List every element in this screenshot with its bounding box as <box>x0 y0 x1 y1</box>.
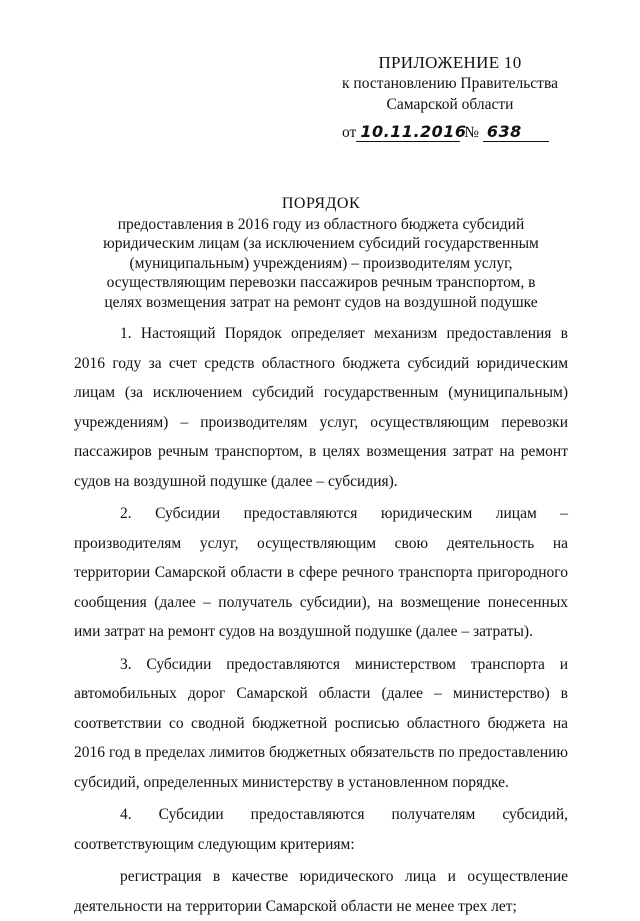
decree-reference <box>342 122 572 142</box>
document-body <box>74 319 568 921</box>
from-label: от <box>342 124 357 141</box>
title-main: ПОРЯДОК <box>281 195 361 212</box>
handwritten-date: 10.11.2016 <box>356 122 460 142</box>
title-subtitle: предоставления в 2016 году из областного бюджета субсидий юридическим лицам (за исключением субсидий государственным (муниципальным) учреждениям) – производителям услуг, осуществляющим перевозки пассажиров речным транспортом, в целях возмещения затрат на ремонт судов на воздушной подушке <box>103 215 539 311</box>
paragraph-3: 3. Субсидии предоставляются министерством транспорта и автомобильных дорог Самарской области (далее – министерство) в соответствии со сводной бюджетной росписью областного бюджета на 2016 год в пределах лимитов бюджетных обязательств по предоставлению субсидий, определенных министерству в установленном порядке. <box>74 655 568 791</box>
document-title <box>100 194 542 312</box>
appendix-title: ПРИЛОЖЕНИЕ 10 <box>378 53 522 72</box>
appendix-line-1: к постановлению Правительства <box>342 75 558 92</box>
paragraph-1: 1. Настоящий Порядок определяет механизм предоставления в 2016 году за счет средств областного бюджета субсидий юридическим лицам (за исключением субсидий государственным (муниципальным) учреждениям) – производителям услуг, осуществляющим перевозки пассажиров речным транспортом, в целях возмещения затрат на ремонт судов на воздушной подушке (далее – субсидия). <box>74 325 568 490</box>
appendix-header <box>320 52 580 115</box>
appendix-line-2: Самарской области <box>386 96 514 113</box>
paragraph-2: 2. Субсидии предоставляются юридическим лицам – производителям услуг, осуществляющим свою деятельность на территории Самарской области в сфере речного транспорта пригородного сообщения (далее – получатель субсидии), на возмещение понесенных ими затрат на ремонт судов на воздушной подушке (далее – затраты). <box>74 505 568 640</box>
paragraph-4: 4. Субсидии предоставляются получателям субсидий, соответствующим следующим критериям: <box>74 806 568 853</box>
paragraph-criterion-1: регистрация в качестве юридического лица и осуществление деятельности на территории Самарской области не менее трех лет; <box>74 868 568 915</box>
handwritten-number: 638 <box>483 122 549 142</box>
number-label: № <box>464 124 479 141</box>
